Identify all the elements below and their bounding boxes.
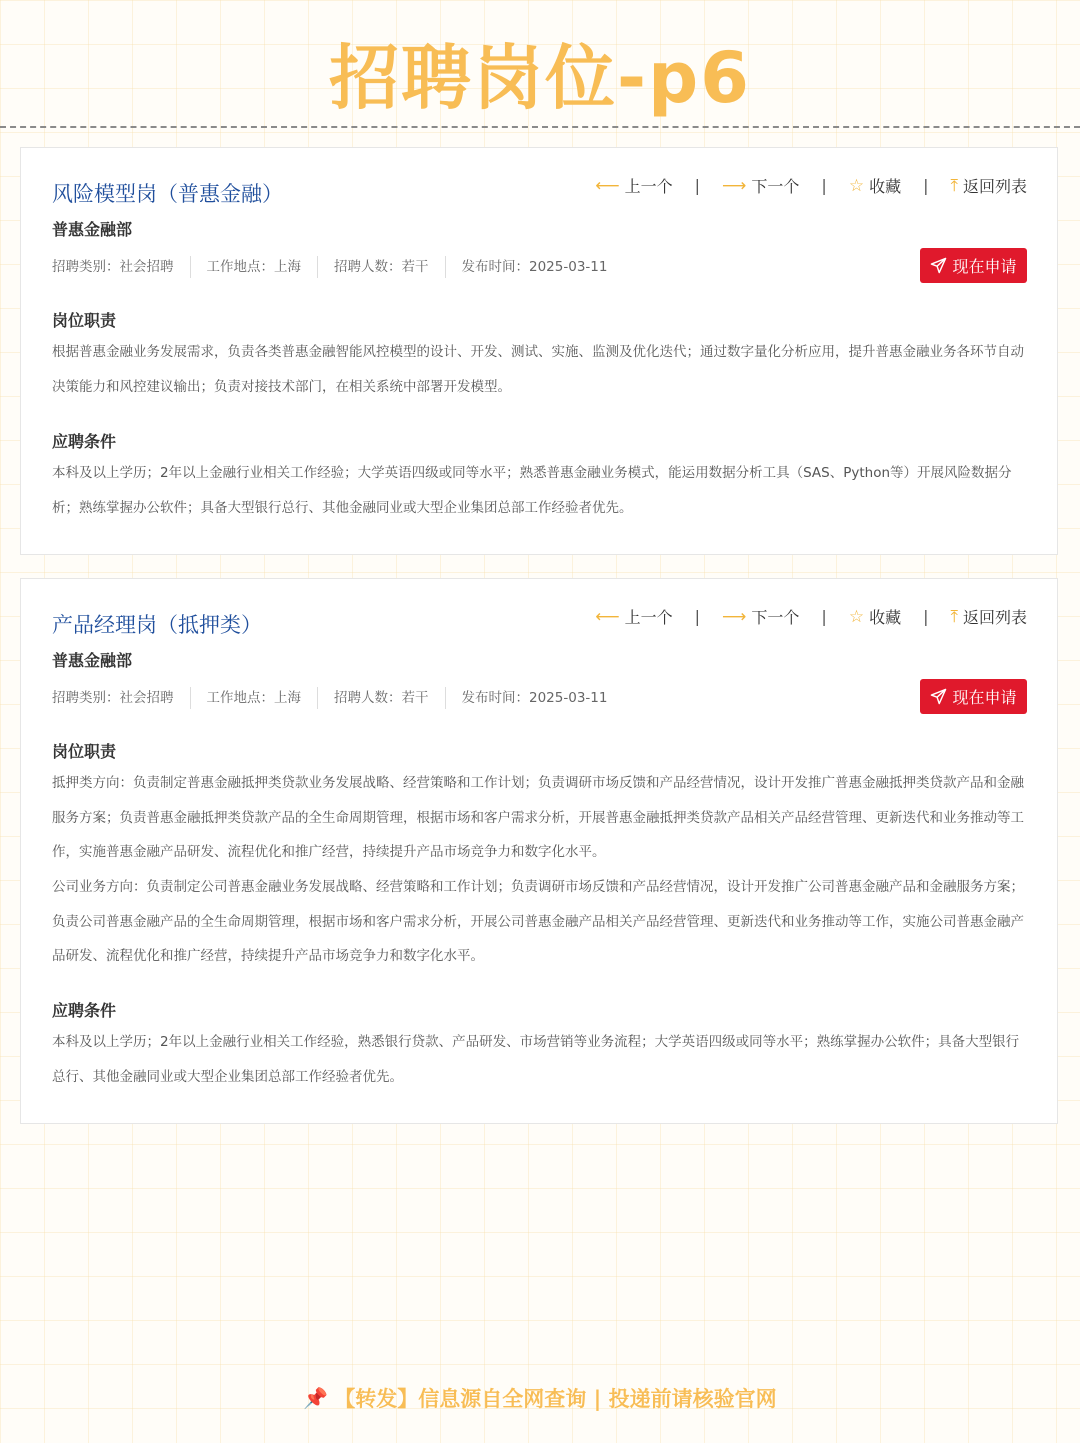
arrow-right-icon: ⟶ xyxy=(722,175,747,196)
next-label: 下一个 xyxy=(751,177,800,196)
prev-label: 上一个 xyxy=(624,608,673,627)
job-location: 工作地点：上海 xyxy=(190,256,318,278)
footer-note xyxy=(0,1383,1080,1413)
duties-heading: 岗位职责 xyxy=(52,742,117,761)
apply-button[interactable] xyxy=(920,248,1027,283)
back-to-list-button[interactable] xyxy=(950,174,1027,197)
star-icon: ☆ xyxy=(848,175,865,196)
favorite-label: 收藏 xyxy=(869,608,902,627)
back-label: 返回列表 xyxy=(962,608,1027,627)
arrow-up-icon: ⤒ xyxy=(950,606,958,627)
nav-separator: | xyxy=(821,607,827,626)
next-button[interactable] xyxy=(722,174,799,197)
favorite-label: 收藏 xyxy=(869,177,902,196)
job-date: 发布时间：2025-03-11 xyxy=(445,687,624,709)
job-category: 招聘类别：社会招聘 xyxy=(52,690,174,706)
job-title[interactable]: 风险模型岗（普惠金融） xyxy=(52,182,283,206)
paper-plane-icon xyxy=(930,688,947,705)
arrow-left-icon: ⟵ xyxy=(595,175,620,196)
favorite-button[interactable] xyxy=(849,605,901,628)
duties-text-2: 公司业务方向：负责制定公司普惠金融业务发展战略、经营策略和工作计划；负责调研市场反馈和产品经营情况，设计开发推广公司普惠金融产品和金融服务方案；负责公司普惠金融产品的全生命周期管理，根据市场和客户需求分析，开展公司普惠金融产品相关产品经营管理、更新迭代和业务推动等工作，实施公司普惠金融产品研发、流程优化和推广经营，持续提升产品市场竞争力和数字化水平。 xyxy=(52,879,1024,964)
apply-label: 现在申请 xyxy=(952,688,1017,707)
department-name: 普惠金融部 xyxy=(52,220,133,239)
job-meta xyxy=(52,687,623,709)
job-location: 工作地点：上海 xyxy=(190,687,318,709)
job-headcount: 招聘人数：若干 xyxy=(317,256,445,278)
job-nav xyxy=(595,174,1027,197)
paper-plane-icon xyxy=(930,257,947,274)
nav-separator: | xyxy=(821,176,827,195)
requirements-heading: 应聘条件 xyxy=(52,432,117,451)
star-icon: ☆ xyxy=(848,606,865,627)
job-card xyxy=(20,147,1058,555)
requirements-text: 本科及以上学历；2年以上金融行业相关工作经验；大学英语四级或同等水平；熟悉普惠金融业务模式，能运用数据分析工具（SAS、Python等）开展风险数据分析；熟练掌握办公软件；具备大型银行总行、其他金融同业或大型企业集团总部工作经验者优先。 xyxy=(52,465,1012,516)
nav-separator: | xyxy=(923,607,929,626)
title-divider xyxy=(0,126,1080,128)
prev-button[interactable] xyxy=(595,605,672,628)
job-meta xyxy=(52,256,623,278)
nav-separator: | xyxy=(923,176,929,195)
job-title[interactable]: 产品经理岗（抵押类） xyxy=(52,613,262,637)
job-card xyxy=(20,578,1058,1124)
department-name: 普惠金融部 xyxy=(52,651,133,670)
arrow-left-icon: ⟵ xyxy=(595,606,620,627)
job-nav xyxy=(595,605,1027,628)
prev-label: 上一个 xyxy=(624,177,673,196)
duties-heading: 岗位职责 xyxy=(52,311,117,330)
prev-button[interactable] xyxy=(595,174,672,197)
job-date: 发布时间：2025-03-11 xyxy=(445,256,624,278)
requirements-heading: 应聘条件 xyxy=(52,1001,117,1020)
back-label: 返回列表 xyxy=(962,177,1027,196)
next-button[interactable] xyxy=(722,605,799,628)
nav-separator: | xyxy=(694,176,701,195)
next-label: 下一个 xyxy=(751,608,800,627)
duties-text: 抵押类方向：负责制定普惠金融抵押类贷款业务发展战略、经营策略和工作计划；负责调研市场反馈和产品经营情况，设计开发推广普惠金融抵押类贷款产品和金融服务方案；负责普惠金融抵押类贷款产品的全生命周期管理，根据市场和客户需求分析，开展普惠金融抵押类贷款产品相关产品经营管理、更新迭代和业务推动等工作，实施普惠金融产品研发、流程优化和推广经营，持续提升产品市场竞争力和数字化水平。 xyxy=(52,775,1024,860)
pushpin-icon: 📌 xyxy=(303,1386,329,1410)
back-to-list-button[interactable] xyxy=(950,605,1027,628)
arrow-right-icon: ⟶ xyxy=(722,606,747,627)
page-title: 招聘岗位-p6 xyxy=(329,37,751,119)
arrow-up-icon: ⤒ xyxy=(950,175,958,196)
job-category: 招聘类别：社会招聘 xyxy=(52,259,174,275)
duties-text: 根据普惠金融业务发展需求，负责各类普惠金融智能风控模型的设计、开发、测试、实施、监测及优化迭代；通过数字量化分析应用，提升普惠金融业务各环节自动决策能力和风控建议输出；负责对接技术部门，在相关系统中部署开发模型。 xyxy=(52,344,1024,395)
favorite-button[interactable] xyxy=(849,174,901,197)
nav-separator: | xyxy=(694,607,701,626)
footer-text: 【转发】信息源自全网查询 | 投递前请核验官网 xyxy=(334,1387,777,1411)
apply-label: 现在申请 xyxy=(952,257,1017,276)
requirements-text: 本科及以上学历；2年以上金融行业相关工作经验，熟悉银行贷款、产品研发、市场营销等业务流程；大学英语四级或同等水平；熟练掌握办公软件；具备大型银行总行、其他金融同业或大型企业集团总部工作经验者优先。 xyxy=(52,1034,1020,1085)
apply-button[interactable] xyxy=(920,679,1027,714)
job-headcount: 招聘人数：若干 xyxy=(317,687,445,709)
